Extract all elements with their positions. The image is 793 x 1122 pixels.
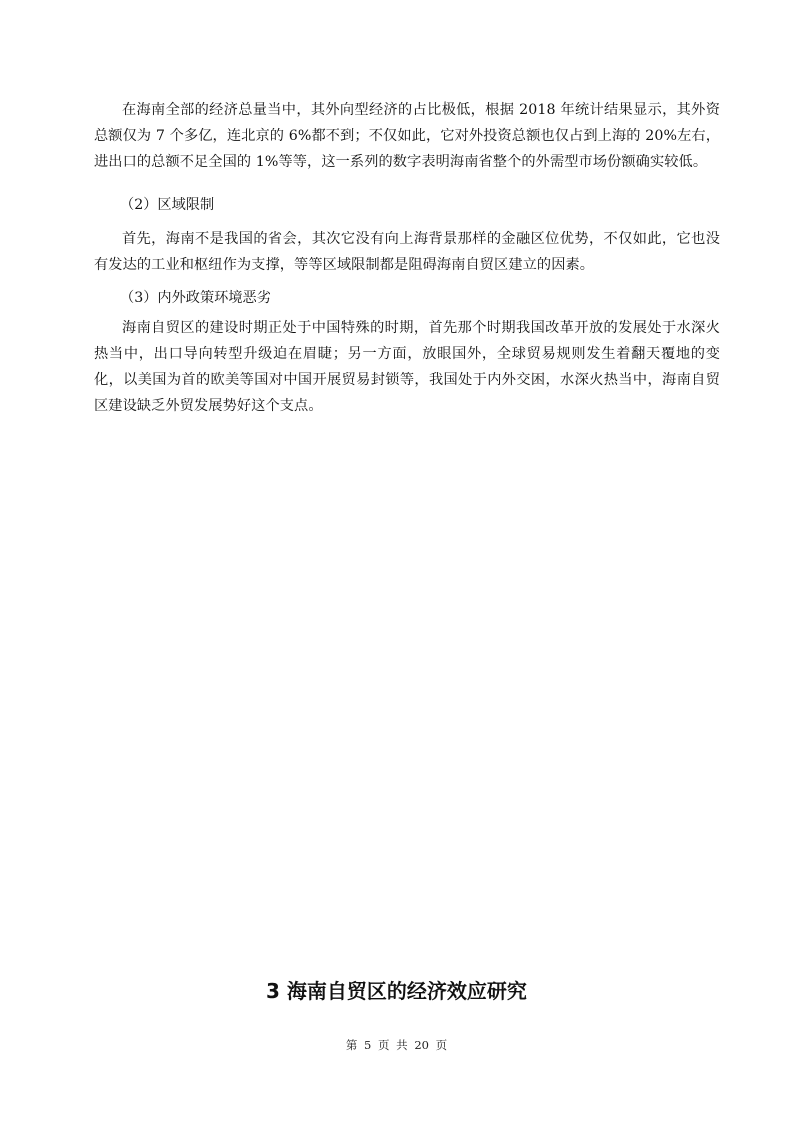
section-heading: 3 海南自贸区的经济效应研究 <box>266 979 527 1003</box>
subheading-policy-environment: （3）内外政策环境恶劣 <box>120 290 271 306</box>
paragraph-foreign-economy: 在海南全部的经济总量当中，其外向型经济的占比极低，根据 2018 年统计结果显示，其外资总额仅为 7 个多亿，连北京的 6%都不到；不仅如此，它对外投资总额也仅占到上海的 20%左右，进出口的总额不足全国的 1%等等，这一系列的数字表明海南省整个的外需型市场份额确实较低。 <box>94 102 720 170</box>
paragraph-regional-limits: 首先，海南不是我国的省会，其次它没有向上海背景那样的金融区位优势，不仅如此，它也没有发达的工业和枢纽作为支撑，等等区域限制都是阻碍海南自贸区建立的因素。 <box>94 231 720 273</box>
paragraph-policy-environment: 海南自贸区的建设时期正处于中国特殊的时期，首先那个时期我国改革开放的发展处于水深火热当中，出口导向转型升级迫在眉睫；另一方面，放眼国外，全球贸易规则发生着翻天覆地的变化，以美国为首的欧美等国对中国开展贸易封锁等，我国处于内外交困，水深火热当中，海南自贸区建设缺乏外贸发展势好这个支点。 <box>94 320 720 414</box>
page-footer: 第 5 页 共 20 页 <box>345 1038 448 1052</box>
subheading-regional-limits: （2）区域限制 <box>120 197 215 213</box>
